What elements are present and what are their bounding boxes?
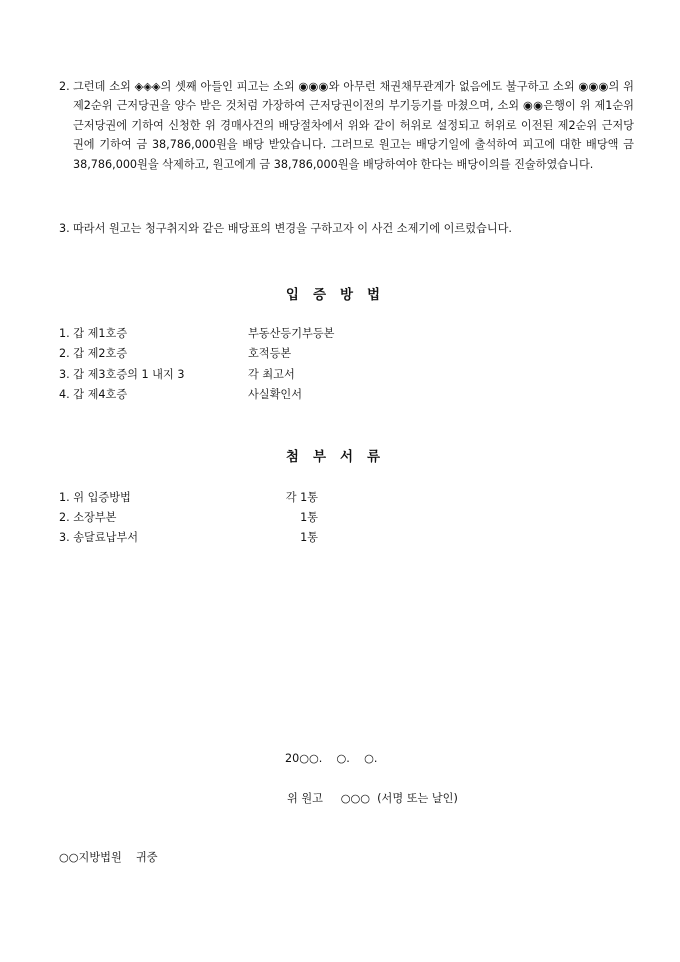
filing-date: 20○○. ○. ○. <box>285 752 378 765</box>
attachment-label: 2. 소장부본 <box>59 511 117 524</box>
court-addressee: ○○지방법원 귀중 <box>59 851 158 864</box>
attachment-count: 1통 <box>300 531 318 544</box>
evidence-value: 부동산등기부등본 <box>248 327 335 340</box>
plaintiff-signature-line: 위 원고 ○○○ (서명 또는 날인) <box>287 792 458 805</box>
paragraph-number: 3. <box>59 222 70 235</box>
paragraph-3 <box>59 219 634 238</box>
evidence-label: 2. 갑 제2호증 <box>59 347 128 360</box>
paragraph-2 <box>59 77 634 174</box>
evidence-value: 사실확인서 <box>248 388 303 401</box>
evidence-label: 4. 갑 제4호증 <box>59 388 128 401</box>
evidence-label: 1. 갑 제1호증 <box>59 327 128 340</box>
evidence-label: 3. 갑 제3호증의 1 내지 3 <box>59 368 185 381</box>
paragraph-number: 2. <box>59 80 70 93</box>
evidence-value: 각 최고서 <box>248 368 295 381</box>
evidence-value: 호적등본 <box>248 347 292 360</box>
attachment-label: 1. 위 입증방법 <box>59 491 131 504</box>
attachment-count: 1통 <box>300 511 318 524</box>
paragraph-text: 그런데 소외 ◈◈◈의 셋째 아들인 피고는 소외 ◉◉◉와 아무런 채권채무관계가 없음에도 불구하고 소외 ◉◉◉의 위 제2순위 근저당권을 양수 받은 것처럼 가장하여 근저당권이전의 부기등기를 마쳤으며, 소외 ◉◉은행이 위 제1순위 근저당권에 기하여 신청한 위 경매사건의 배당절차에서 위와 같이 허위로 설정되고 허위로 이전된 제2순위 근저당권에 기하여 금 38,786,000원을 배당 받았습니다. 그러므로 원고는 배당기일에 출석하여 피고에 대한 배당액 금 38,786,000원을 삭제하고, 원고에게 금 38,786,000원을 배당하여야 한다는 배당이의를 진술하였습니다. <box>73 80 634 171</box>
attachment-label: 3. 송달료납부서 <box>59 531 139 544</box>
evidence-heading: 입증방법 <box>285 287 395 303</box>
attachments-heading: 첨부서류 <box>285 449 395 465</box>
paragraph-text: 따라서 원고는 청구취지와 같은 배당표의 변경을 구하고자 이 사건 소제기에 이르렀습니다. <box>73 222 512 235</box>
attachment-count: 각 1통 <box>285 491 318 504</box>
